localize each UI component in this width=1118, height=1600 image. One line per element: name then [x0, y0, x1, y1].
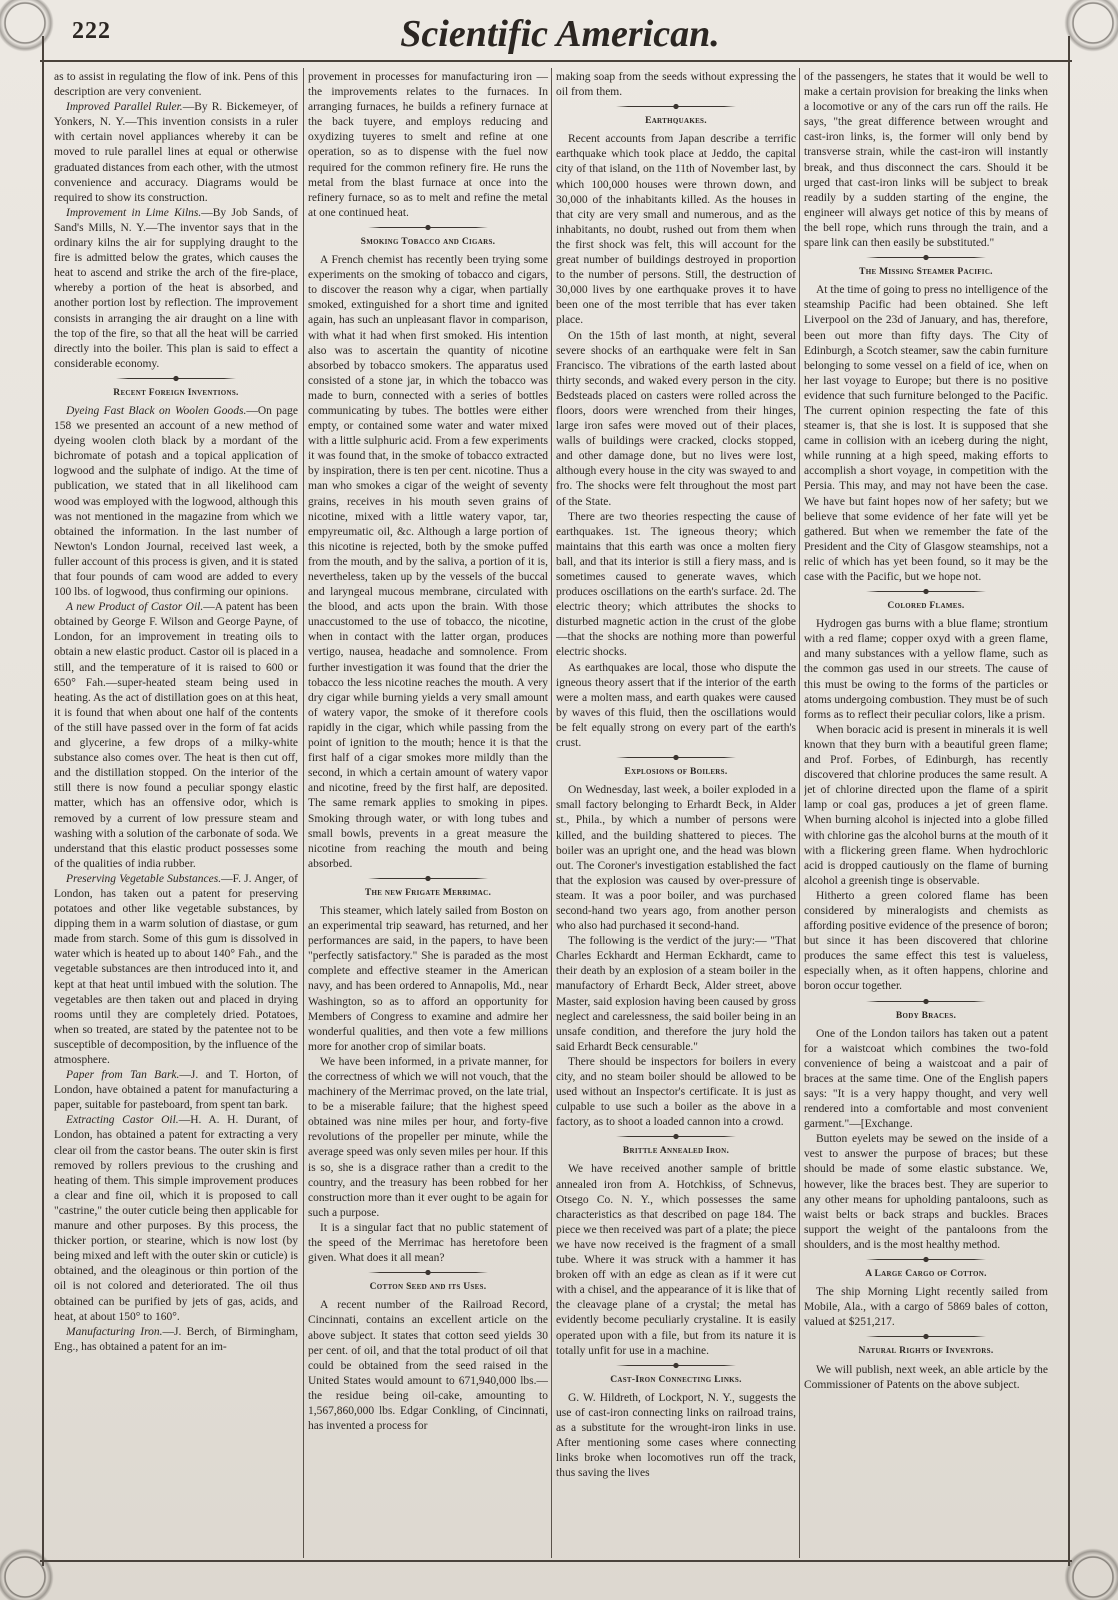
- paragraph: One of the London tailors has taken out a patent for a waistcoat which combines the two-fold convenience of being a waistcoat and a pair of braces at the same time. One of the English papers says: "It is a very happy thought, and very well rendered into a comfortable and most convenient garment."—[Exchange.: [804, 1027, 1048, 1131]
- section-heading: Cotton Seed and its Uses.: [369, 1282, 487, 1293]
- paragraph: [54, 1068, 298, 1113]
- paragraph: as to assist in regulating the flow of ink. Pens of this description are very convenient.: [54, 71, 298, 99]
- item-text: —H. A. H. Durant, of London, has obtained a patent for extracting a very clear oil from the castor beans. The outer skin is first removed by rollers previous to the crushing and heating of them. This simple improvement produces a clear and fine oil, which it is proposed to call "castrine," the outer cuticle being then applicable for manure and other purposes. By this process, the thicker portion, or stearine, which is now lost (by being mixed and left with the outer skin or cuticle) is obtained, and the oleaginous or thin portion of the oil is not colored and deteriorated. The oil thus obtained can be purified by jets of gas, acids, and heat, at about 150° to 160°.: [54, 1114, 298, 1323]
- paragraph: There are two theories respecting the cause of earthquakes. 1st. The igneous theory; which maintains that this earth was once a molten fiery ball, and that its interior is still a fiery mass, and is sometimes caused to generate waves, which produces oscillations on the earth's surface. 2d. The electric theory; which attributes the shocks to disturbed magnetic action in the crust of the globe—that the shocks are nothing more than powerful electric shocks.: [556, 510, 796, 659]
- section-divider: [866, 1256, 986, 1263]
- paragraph: On the 15th of last month, at night, several severe shocks of an earthquake were felt in San Francisco. The vibrations of the earth lasted about thirty seconds, and waked every person in the city. Bedsteads placed on casters were rolled across the floors, doors were wrenched from their hinges, large iron safes were moved out of their places, walls of buildings were cracked, clocks stopped, and other damage done, but no lives were lost, although every house in the city was swayed to and fro. The shocks were felt throughout the most part of the State.: [556, 329, 796, 508]
- section-heading: Smoking Tobacco and Cigars.: [360, 236, 496, 247]
- paragraph: [54, 1113, 298, 1324]
- paragraph: [54, 872, 298, 1068]
- item-text: —By Job Sands, of Sand's Mills, N. Y.—The inventor says that in the ordinary kilns the air for supplying draught to the fire is admitted below the grates, which causes the heat to ascend and strike the arch of the fire-place, whereby a portion of the heat is absorbed, and another portion lost by reflection. The improvement consists in arranging the air draught on a line with the top of the fire, so that all the heat will be carried directly into the boiler. This plan is said to effect a considerable economy.: [54, 206, 298, 370]
- item-lead: Dyeing Fast Black on Woolen Goods.: [66, 404, 247, 417]
- left-rule: [42, 36, 44, 1566]
- paragraph: As earthquakes are local, those who dispute the igneous theory assert that if the interior of the earth were a molten mass, and earth quakes were caused by waves of this fluid, then the oscillations would be felt equally strong on every part of the earth's crust.: [556, 661, 796, 750]
- paragraph: Button eyelets may be sewed on the inside of a vest to answer the purpose of braces; but these should be made of some elastic substance. We, however, like the braces best. They are superior to any other means for upholding pantaloons, such as waist belts or back straps and buckles. Braces support the weight of the pantaloons from the shoulders, and is the most healthy method.: [804, 1133, 1048, 1251]
- top-rule: [40, 60, 1072, 62]
- section-divider: [116, 375, 236, 382]
- section-divider: [616, 754, 736, 761]
- section-divider: [866, 254, 986, 261]
- section-divider: [368, 875, 488, 882]
- paragraph: At the time of going to press no intelligence of the steamship Pacific had been obtained. She left Liverpool on the 23d of January, and has, therefore, been out more than fifty days. The City of Edinburgh, a Scotch steamer, saw the cabin furniture belonging to some vessel on a field of ice, when on her last voyage to Europe; but there is no positive evidence that such furniture belonged to the Pacific. The current opinion respecting the fate of this steamer is, that she is lost. It is supposed that she came in collision with an iceberg during the night, while running at a high speed, making efforts to accomplish a short voyage, in competition with the Persia. This may, and may not have been the case. We have but faint hopes now of her safety; but we believe that some evidence of her fate will yet be gathered. But when we remember the fate of the President and the City of Glasgow steamships, not a relic of which has yet been found, so it may be the case with the Pacific, but we hope not.: [804, 284, 1048, 583]
- paragraph: We have been informed, in a private manner, for the correctness of which we will not vouch, that the machinery of the Merrimac proved, on the late trial, to be a miserable failure; that the highest speed obtained was nine miles per hour, and forty-five revolutions of the propeller per minute, while the average speed was only seven miles per hour. If this is so, she is a disgrace rather than a credit to the country, and the treasury has been robbed for her construction more than it ever ought to be again for such a purpose.: [308, 1055, 548, 1219]
- section-heading: A Large Cargo of Cotton.: [865, 1269, 987, 1280]
- column-3: [556, 70, 796, 1556]
- item-lead: A new Product of Castor Oil.: [66, 601, 204, 614]
- item-text: —J. Berch, of Birmingham, Eng., has obtained a patent for an im-: [54, 1325, 298, 1353]
- item-lead: Improvement in Lime Kilns.: [66, 206, 202, 219]
- paragraph: A recent number of the Railroad Record, Cincinnati, contains an excellent article on the above subject. It states that cotton seed yields 30 per cent. of oil, and that the total product of oil that could be obtained from the seed raised in the United States would amount to 671,940,000 lbs.—the residue being oil-cake, amounting to 1,567,860,000 lbs. Edgar Conkling, of Cincinnati, has invented a process for: [308, 1299, 548, 1433]
- section-divider: [616, 1362, 736, 1369]
- paragraph: [54, 404, 298, 600]
- paragraph: When boracic acid is present in minerals it is well known that they burn with a beautiful green flame; and Prof. Forbes, of Edinburgh, has recently discovered that chlorine produces the same result. A jet of chlorine directed upon the flame of a spirit lamp or coal gas, produces a jet of green flame. When burning alcohol is injected into a globe filled with chlorine gas the alcohol burns at the mouth of it with a flickering green flame. When hydrochloric acid is dropped cautiously on the flame of burning alcohol a greenish tinge is observable.: [804, 723, 1048, 887]
- item-text: —On page 158 we presented an account of a new method of dyeing woolen cloth black by a mordant of the bichromate of potash and a topical application of logwood and the sulphate of indigo. At the time of publication, we stated that in all likelihood cam wood was employed with the logwood, although this was not mentioned in the magazine from which we obtained the information. In the last number of Newton's London Journal, received last week, a fuller account of this process is given, and it is stated that four pounds of cam wood are added to every 100 lbs. of logwood, thus confirming our opinions.: [54, 404, 298, 599]
- section-divider: [616, 1133, 736, 1140]
- paragraph: It is a singular fact that no public statement of the speed of the Merrimac has heretofore been given. What does it all mean?: [308, 1221, 548, 1265]
- paragraph: Hydrogen gas burns with a blue flame; strontium with a red flame; copper oxyd with a green flame, and many substances with a yellow flame, such as the common gas used in our streets. The cause of this must be owing to the forms of the particles or atoms undergoing combustion. They must be of such forms as to reflect their peculiar colors, like a prism.: [804, 618, 1048, 721]
- item-lead: Manufacturing Iron.: [66, 1325, 163, 1338]
- corner-ornament: [1058, 0, 1118, 58]
- paragraph: making soap from the seeds without expressing the oil from them.: [556, 71, 796, 99]
- corner-ornament: [0, 0, 60, 58]
- item-lead: Improved Parallel Ruler.: [66, 101, 183, 114]
- item-text: —By R. Bickemeyer, of Yonkers, N. Y.—This invention consists in a ruler with certain novel appliances whereby it can be moved to rule parallel lines at equal or otherwise graduated distances from each other, with the utmost convenience and accuracy. Diagrams would be required to show its construction.: [54, 101, 298, 204]
- section-heading: Cast-Iron Connecting Links.: [610, 1374, 742, 1385]
- item-text: —A patent has been obtained by George F. Wilson and George Payne, of London, for an improvement in treating oils to obtain a new elastic product. Castor oil is placed in a still, and the temperature of it is raised to 600 or 650° Fah.—super-heated steam being used in heating. As the act of distillation goes on at this heat, it is found that when about one half of the contents of the still have passed over in the form of fat acids and glycerine, a few drops of a milky-white substance also comes over. The heat is then cut off, and the distillation stopped. On the interior of the still there is now found a peculiar spongy elastic matter, which has an offensive odor, which is removed by a current of low pressure steam and washing with a solution of the carbonate of soda. We understand that this elastic product possesses some of the qualities of india rubber.: [54, 601, 298, 870]
- right-rule: [1068, 36, 1070, 1566]
- masthead-title: Scientific American.: [400, 13, 720, 55]
- section-divider: [866, 588, 986, 595]
- item-lead: Extracting Castor Oil.: [66, 1114, 179, 1127]
- paragraph: G. W. Hildreth, of Lockport, N. Y., suggests the use of cast-iron connecting links on railroad trains, as a substitute for the wrought-iron links in use. After mentioning some cases where connecting links broke when locomotives run off the track, thus saving the lives: [556, 1391, 796, 1480]
- paragraph: This steamer, which lately sailed from Boston on an experimental trip seaward, has returned, and her performances are said, in the papers, to have been "perfectly satisfactory." She is paraded as the most complete and effective steamer in the American navy, and has been ordered to Annapolis, Md., near Washington, so as to afford an opportunity for Members of Congress to examine and admire her wonderful qualities, and then vote a few millions more for another crop of similar boats.: [308, 904, 548, 1053]
- section-divider: [866, 1333, 986, 1340]
- paragraph: Recent accounts from Japan describe a terrific earthquake which took place at Jeddo, the capital city of that island, on the 11th of November last, by which 100,000 houses were thrown down, and 30,000 of the inhabitants killed. As the houses in that city are very small and numerous, and as the inhabitants, no doubt, rushed out from them when the first shock was felt, this will account for the great number of buildings destroyed in proportion to the number of persons. Still, the destruction of 30,000 lives by one earthquake proves it to have been one of the most terrible that has ever taken place.: [556, 133, 796, 327]
- paragraph: On Wednesday, last week, a boiler exploded in a small factory belonging to Erhardt Beck, in Alder st., Phila., by which a number of persons were killed, and the building shattered to pieces. The boiler was an upright one, and the head was blown out. The Coroner's investigation established the fact that the explosion was caused by over-pressure of steam. It was a poor boiler, and was purchased second-hand two years ago, from another person who also had purchased it second-hand.: [556, 784, 796, 933]
- column-rule: [303, 68, 304, 1558]
- paragraph: [54, 1325, 298, 1355]
- paragraph: [54, 100, 298, 206]
- section-heading: Explosions of Boilers.: [624, 767, 728, 778]
- section-heading: The new Frigate Merrimac.: [364, 887, 492, 898]
- column-rule: [799, 68, 800, 1558]
- section-heading: The Missing Steamer Pacific.: [859, 267, 993, 278]
- paragraph: There should be inspectors for boilers in every city, and no steam boiler should be allowed to be used without an Inspector's certificate. It is just as culpable to use such a boiler as the above in a factory, as to shoot a loaded cannon into a crowd.: [556, 1055, 796, 1129]
- paragraph: of the passengers, he states that it would be well to make a certain provision for breaking the links when a locomotive or any of the cars run off the rails. He says, "the great difference between wrought and cast-iron links, is, the former will only bend by transverse strain, while the cast-iron will instantly break, and thus disconnect the cars. Should it be urged that cast-iron links will be subject to break readily by a sudden starting of the engine, the engineer will always get notice of this by means of the bell rope, which runs through the train, and a spare link can then easily be substituted.": [804, 71, 1048, 250]
- section-heading: Natural Rights of Inventors.: [858, 1346, 994, 1357]
- column-1: [54, 70, 298, 1556]
- paragraph: A French chemist has recently been trying some experiments on the smoking of tobacco and cigars, to discover the reason why a cigar, when partially smoked, extinguished for a short time and ignited again, has such an unpleasant flavor in comparison, with what it had when first smoked. His intention also was to ascertain the quantity of nicotine absorbed by tobacco smokers. The apparatus used consisted of a stone jar, in which the tobacco was made to burn, connected with a series of bottles communicating by tubes. The bottles were either empty, or contained some water and water mixed with a little sulphuric acid. From a few experiments it was found that, in the smoke of tobacco extracted by inspiration, there is ten per cent. nicotine. Thus a man who smokes a cigar of the weight of seventy grains, receives in his mouth seven grains of nicotine, mixed with a little watery vapor, tar, empyreumatic oil, &c. Although a large portion of this nicotine is rejected, both by the smoke puffed from the mouth, and by the saliva, a portion of it is, nevertheless, taken up by the vessels of the buccal and laryngeal mucous membrane, circulated with the blood, and acts upon the brain. With those unaccustomed to the use of tobacco, the nicotine, when in contact with the latter organ, produces vertigo, nausea, headache and somnolence. From further investigation it was found that the drier the tobacco the less nicotine reaches the mouth. A very dry cigar while burning yields a very small amount of watery vapor, the smoke of it therefore cools rapidly in the cigar, which while passing from the point of ignition to the mouth; hence it is that the first half of a cigar smokes more mildly than the second, in which a certain amount of watery vapor and nicotine, freed by the first half, are deposited. The same remark applies to smoking in pipes. Smoking through water, or with long tubes and small bowls, prevents in a great measure the nicotine from reaching the mouth and being absorbed.: [308, 254, 548, 870]
- item-text: —F. J. Anger, of London, has taken out a patent for preserving potatoes and other like vegetable substances, by dipping them in a warm solution of diastase, or gum made from starch. Some of this gum is dissolved in water which is heated up to about 140° Fah., and the vegetable substances are then introduced into it, and kept at that heat until imbued with the solution. The vegetables are then taken out and placed in drying rooms until they are completely dried. Potatoes, when so treated, are stated by the patentee not to be susceptible of decomposition, by the influence of the atmosphere.: [54, 872, 298, 1066]
- item-lead: Preserving Vegetable Substances.: [66, 872, 222, 885]
- paragraph: [54, 206, 298, 372]
- item-text: —J. and T. Horton, of London, have obtained a patent for manufacturing a paper, suitable for pasteboard, from spent tan bark.: [54, 1069, 298, 1112]
- section-heading: Earthquakes.: [645, 116, 707, 127]
- section-heading: Recent Foreign Inventions.: [113, 387, 239, 398]
- page-number: 222: [72, 18, 111, 44]
- column-4: [804, 70, 1048, 1556]
- section-divider: [368, 1269, 488, 1276]
- column-2: [308, 70, 548, 1556]
- item-lead: Paper from Tan Bark.: [66, 1069, 180, 1082]
- section-divider: [866, 998, 986, 1005]
- paragraph: [54, 600, 298, 872]
- corner-ornament: [1058, 1542, 1118, 1600]
- paragraph: The following is the verdict of the jury:— "That Charles Eckhardt and Herman Eckhardt, came to their death by an explosion of a steam boiler in the manufactory of Erhardt Beck, Alder street, above Master, said explosion having been caused by gross neglect and carelessness, the said boiler being in an unsafe condition, and therefore the jury hold the said Erhardt Beck censurable.": [556, 935, 796, 1053]
- section-heading: Brittle Annealed Iron.: [622, 1146, 730, 1157]
- paragraph: We will publish, next week, an able article by the Commissioner of Patents on the above subject.: [804, 1363, 1048, 1391]
- section-divider: [368, 224, 488, 231]
- paragraph: Hitherto a green colored flame has been considered by mineralogists and chemists as affording positive evidence of the presence of boron; but since it has been discovered that chlorine produces the same effect this test is valueless, especially when, as it often happens, chlorine and boron occur together.: [804, 889, 1048, 993]
- paragraph: provement in processes for manufacturing iron —the improvements relates to the furnaces. In arranging furnaces, he builds a refinery furnace at the back tuyere, and employs reducing and oxydizing tuyeres to smelt and refine at one operation, so as to dispense with the fuel now required for the common refinery fire. He runs the metal from the blast furnace at once into the refinery furnace, so as to melt and refine the metal at one continued heat.: [308, 71, 548, 219]
- paragraph: We have received another sample of brittle annealed iron from A. Hotchkiss, of Schnevus, Otsego Co. N. Y., which possesses the same characteristics as that described on page 184. The piece we then received was part of a plate; the piece we have now received is the fragment of a small tube. Where it was struck with a hammer it has broken off with an edge as clean as if it were cut with a chisel, and the appearance of it is like that of the cleavage plane of a crystal; the metal has evidently become peculiarly crystaline. It is easily operated upon with a file, but from its nature it is totally unfit for use in a machine.: [556, 1163, 796, 1357]
- paragraph: The ship Morning Light recently sailed from Mobile, Ala., with a cargo of 5869 bales of cotton, valued at $251,217.: [804, 1286, 1048, 1329]
- bottom-rule: [40, 1560, 1072, 1562]
- corner-ornament: [0, 1542, 60, 1600]
- section-divider: [616, 103, 736, 110]
- column-rule: [551, 68, 552, 1558]
- section-heading: Colored Flames.: [887, 601, 965, 612]
- section-heading: Body Braces.: [895, 1010, 957, 1021]
